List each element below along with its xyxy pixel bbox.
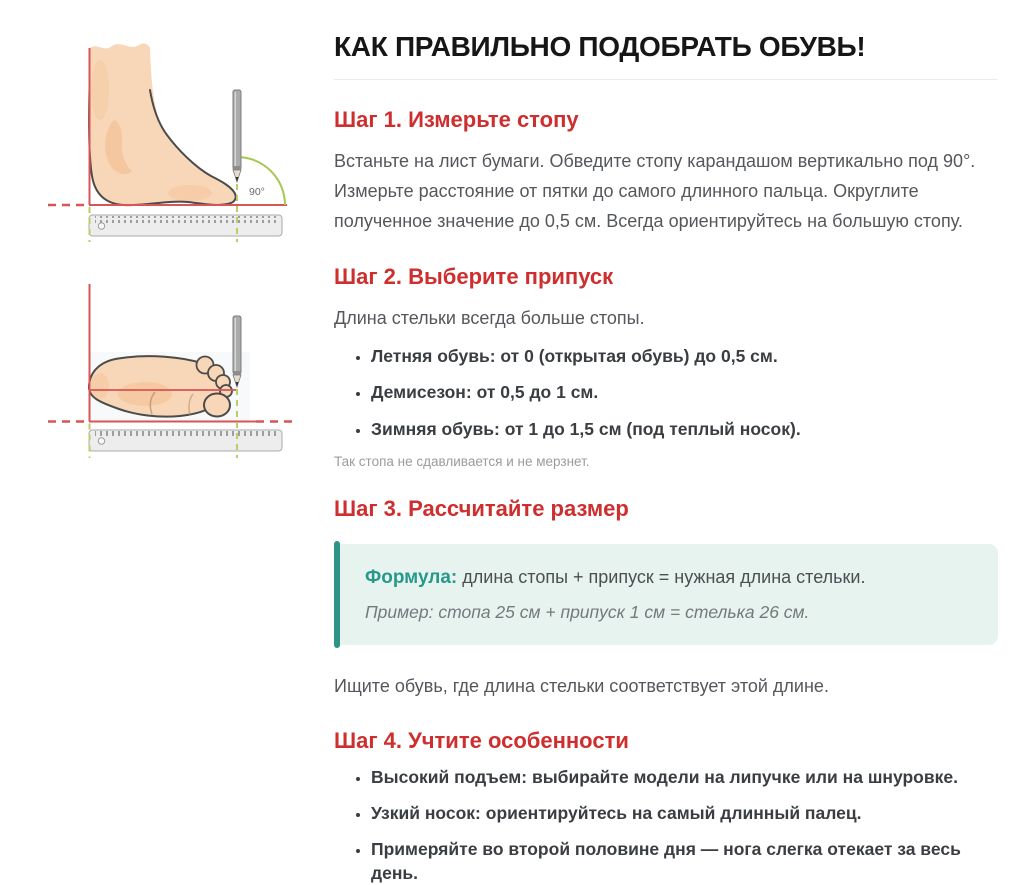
step-3-after: Ищите обувь, где длина стельки соответствует этой длине. [334, 675, 829, 696]
step-1-section [334, 107, 998, 237]
formula-example: Пример: стопа 25 см + припуск 1 см = стелька 26 см. [365, 602, 810, 623]
list-item: • Узкий носок: ориентируйтесь на самый длинный палец. [371, 802, 998, 825]
step-3-section [334, 496, 998, 701]
angle-label: 90° [249, 186, 265, 198]
step-1-heading: Шаг 1. Измерьте стопу [334, 106, 579, 132]
step-2-heading: Шаг 2. Выберите припуск [334, 263, 614, 289]
formula-line [365, 563, 972, 593]
step-4-section [334, 728, 998, 885]
features-list [334, 766, 998, 884]
illustration-column [0, 0, 330, 873]
step-4-heading: Шаг 4. Учтите особенности [334, 727, 629, 753]
list-item: • Демисезон: от 0,5 до 1 см. [371, 381, 998, 404]
step-1-paragraph: Встаньте на лист бумаги. Обведите стопу карандашом вертикально под 90°. Измерьте расстояние от пятки до самого длинного пальца. Округлите полученное значение до 0,5 см. Всегда ориентируйтесь на большую стопу. [334, 150, 976, 232]
foot-side-measure-illustration [40, 28, 306, 253]
list-item: • Летняя обувь: от 0 (открытая обувь) до 0,5 см. [371, 345, 998, 368]
step-2-section [334, 264, 998, 469]
ruler [89, 430, 282, 451]
step-2-intro: Длина стельки всегда больше стопы. [334, 308, 645, 329]
step-3-heading: Шаг 3. Рассчитайте размер [334, 495, 629, 521]
pencil-icon [233, 90, 241, 182]
allowance-list [334, 345, 998, 440]
list-item: • Примеряйте во второй половине дня — нога слегка отекает за весь день. [371, 838, 998, 884]
pencil-icon [233, 316, 241, 387]
title-divider [334, 79, 998, 80]
ruler [89, 215, 282, 236]
list-item: • Высокий подъем: выбирайте модели на липучке или на шнуровке. [371, 766, 998, 789]
foot-top-measure-illustration [40, 278, 306, 483]
formula-callout [334, 544, 998, 645]
formula-label: Формула: [365, 566, 458, 588]
step-2-note: Так стопа не сдавливается и не мерзнет. [334, 453, 590, 469]
big-toe [204, 394, 230, 417]
page-title: КАК ПРАВИЛЬНО ПОДОБРАТЬ ОБУВЬ! [334, 31, 866, 62]
article-content [330, 0, 1024, 883]
list-item: • Зимняя обувь: от 1 до 1,5 см (под теплый носок). [371, 418, 998, 441]
formula-text: длина стопы + припуск = нужная длина стельки. [462, 566, 866, 587]
foot-side-drawing [89, 44, 236, 206]
